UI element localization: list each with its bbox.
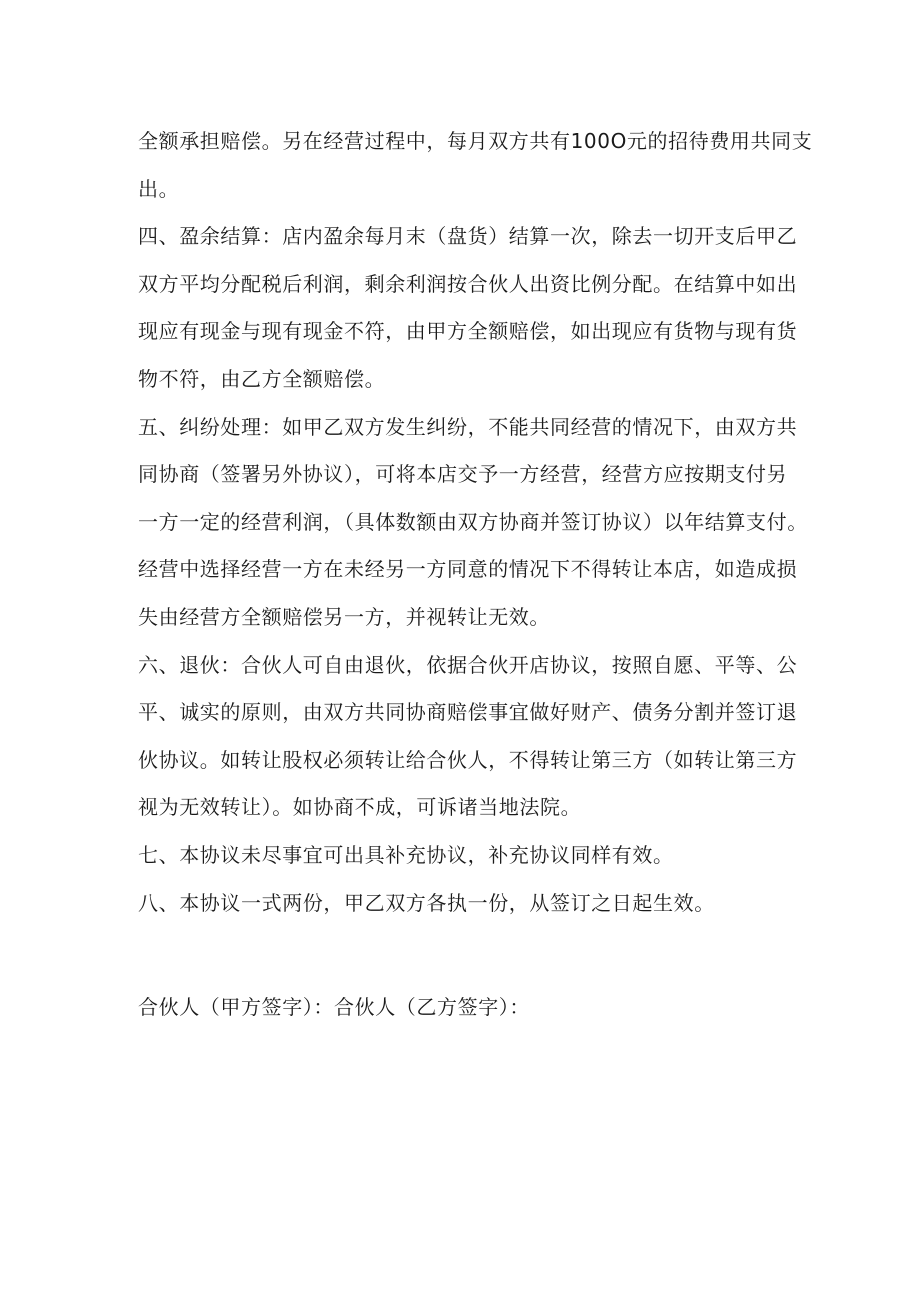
body-line: 四、盈余结算：店内盈余每月末（盘货）结算一次，除去一切开支后甲乙 — [138, 224, 798, 249]
body-line: 八、本协议一式两份，甲乙双方各执一份，从签订之日起生效。 — [138, 890, 715, 915]
body-line: 五、纠纷处理：如甲乙双方发生纠纷，不能共同经营的情况下，由双方共 — [138, 414, 798, 439]
body-line: 出。 — [138, 176, 180, 201]
body-line: 六、退伙：合伙人可自由退伙，依据合伙开店协议，按照自愿、平等、公 — [138, 652, 798, 677]
body-line: 现应有现金与现有现金不符，由甲方全额赔偿，如出现应有货物与现有货 — [138, 319, 798, 344]
body-line: 全额承担赔偿。另在经营过程中，每月双方共有100O元的招待费用共同支 — [138, 129, 813, 153]
body-line: 伙协议。如转让股权必须转让给合伙人，不得转让第三方（如转让第三方 — [138, 747, 798, 772]
body-line: 经营中选择经营一方在未经另一方同意的情况下不得转让本店，如造成损 — [138, 557, 798, 582]
body-line: 双方平均分配税后利润，剩余利润按合伙人出资比例分配。在结算中如出 — [138, 271, 798, 296]
body-line: 七、本协议未尽事宜可出具补充协议，补充协议同样有效。 — [138, 842, 674, 867]
body-line: 视为无效转让）。如协商不成，可诉诸当地法院。 — [138, 795, 582, 820]
signature-line: 合伙人（甲方签字）：合伙人（乙方签字）： — [138, 995, 530, 1019]
body-line: 一方一定的经营利润，（具体数额由双方协商并签订协议）以年结算支付。 — [138, 509, 808, 534]
body-line: 平、诚实的原则，由双方共同协商赔偿事宜做好财产、债务分割并签订退 — [138, 700, 798, 725]
body-line: 失由经营方全额赔偿另一方，并视转让无效。 — [138, 604, 550, 629]
body-line: 同协商（签署另外协议），可将本店交予一方经营，经营方应按期支付另 — [138, 462, 788, 487]
agreement-body — [138, 118, 813, 927]
body-line: 物不符，由乙方全额赔偿。 — [138, 366, 386, 391]
